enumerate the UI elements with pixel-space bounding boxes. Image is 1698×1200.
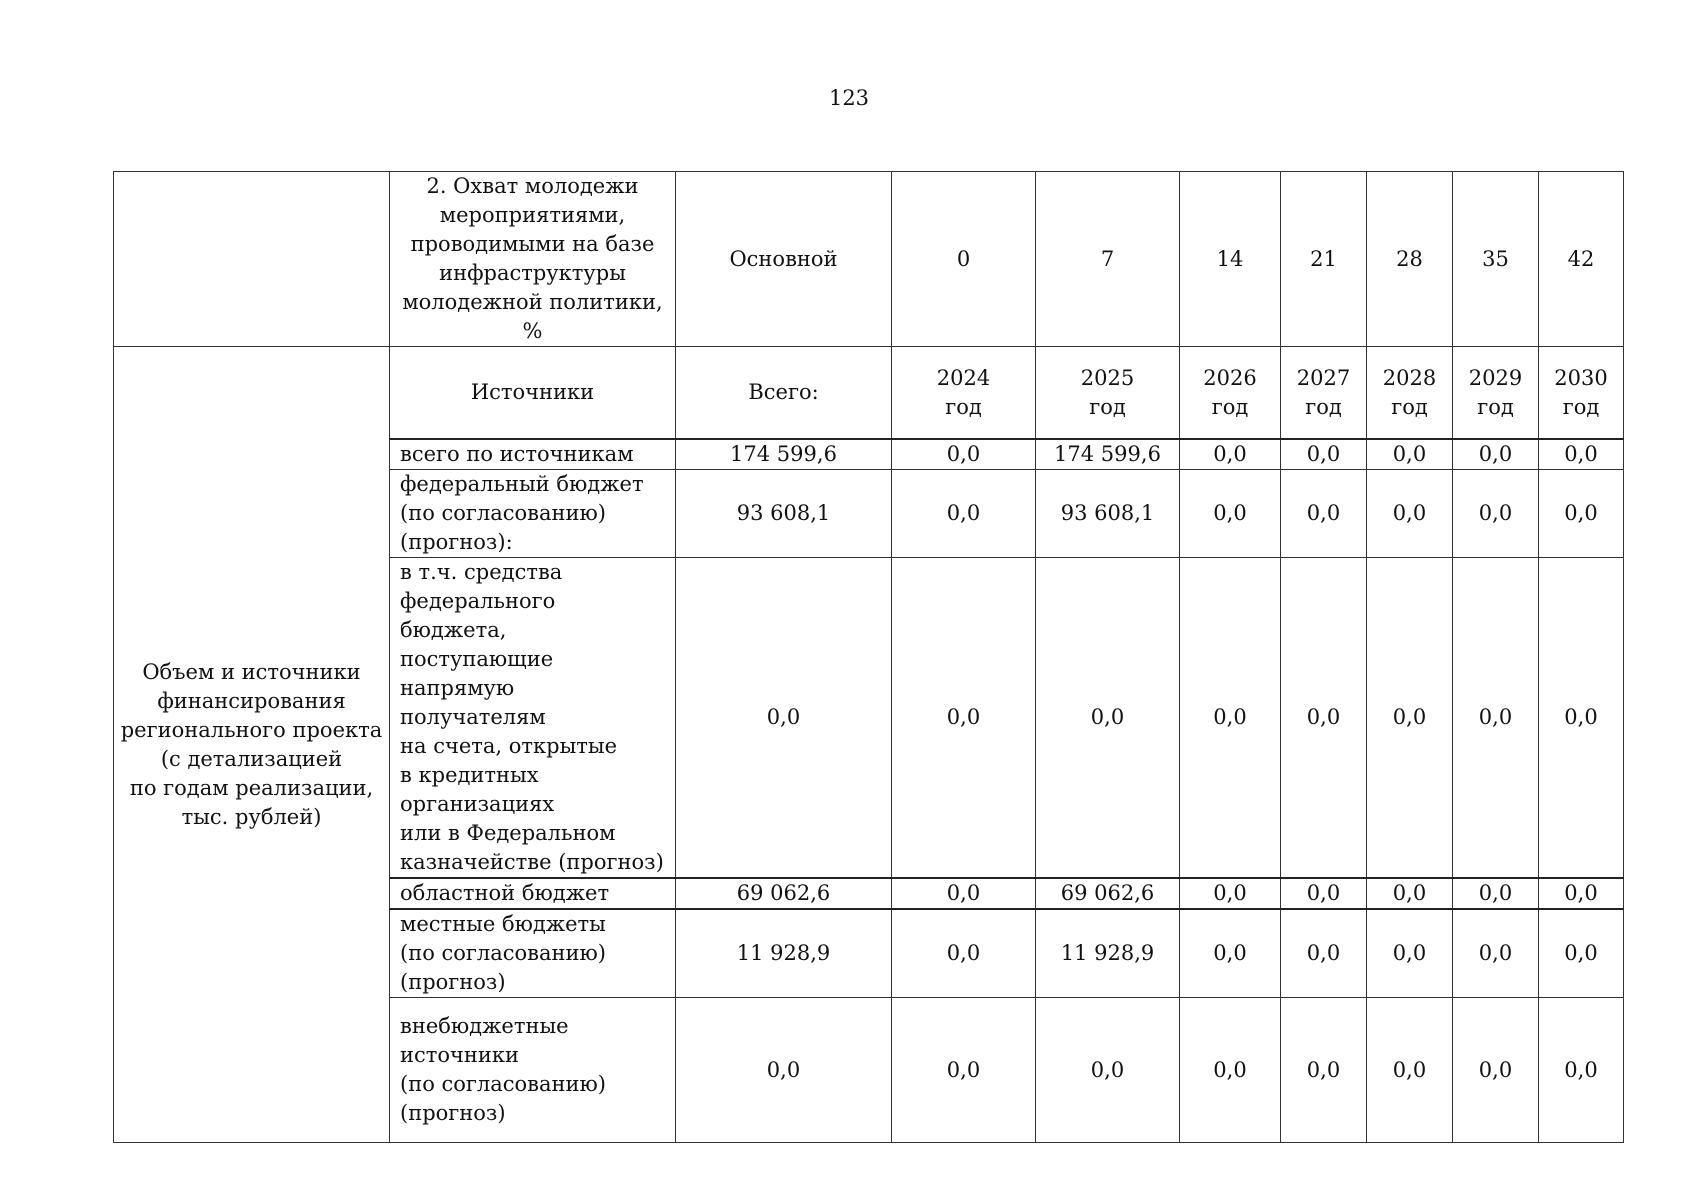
financing-table: [113, 171, 1624, 1143]
source-value: 0,0: [1539, 439, 1624, 470]
source-value: 0,0: [1453, 439, 1539, 470]
source-label: внебюджетные источники (по согласованию) (прогноз): [390, 998, 676, 1143]
indicator-name: 2. Охват молодежи мероприятиями, проводимыми на базе инфраструктуры молодежной политики, %: [390, 172, 676, 347]
source-value: 0,0: [1367, 998, 1453, 1143]
source-value: 0,0: [1453, 470, 1539, 558]
source-value: 0,0: [1180, 878, 1281, 909]
source-value: 93 608,1: [1036, 470, 1180, 558]
source-value: 0,0: [1180, 558, 1281, 879]
indicator-value: 42: [1539, 172, 1624, 347]
source-value: 0,0: [1367, 909, 1453, 998]
source-label: всего по источникам: [390, 439, 676, 470]
source-value: 0,0: [1453, 998, 1539, 1143]
source-value: 0,0: [1367, 470, 1453, 558]
indicator-value: 35: [1453, 172, 1539, 347]
source-value: 0,0: [1180, 909, 1281, 998]
source-value: 0,0: [1281, 558, 1367, 879]
source-value: 0,0: [1539, 909, 1624, 998]
source-value: 0,0: [1453, 558, 1539, 879]
source-value: 0,0: [1539, 470, 1624, 558]
year-header: 2027 год: [1281, 347, 1367, 440]
source-label: в т.ч. средства федерального бюджета, поступающие напрямую получателям на счета, открытые в кредитных организациях или в Федеральном казначействе (прогноз): [390, 558, 676, 879]
source-value: 11 928,9: [1036, 909, 1180, 998]
year-header: 2028 год: [1367, 347, 1453, 440]
year-header: 2025 год: [1036, 347, 1180, 440]
source-label: местные бюджеты (по согласованию) (прогноз): [390, 909, 676, 998]
source-value: 0,0: [1453, 909, 1539, 998]
source-value: 0,0: [892, 470, 1036, 558]
indicator-value: 14: [1180, 172, 1281, 347]
source-value: 0,0: [1539, 998, 1624, 1143]
total-header: Всего:: [676, 347, 892, 440]
source-value: 0,0: [1281, 470, 1367, 558]
indicator-row: [114, 172, 1624, 347]
year-header: 2026 год: [1180, 347, 1281, 440]
source-total: 174 599,6: [676, 439, 892, 470]
source-value: 0,0: [1180, 998, 1281, 1143]
source-value: 69 062,6: [1036, 878, 1180, 909]
source-value: 0,0: [892, 878, 1036, 909]
source-value: 0,0: [1539, 558, 1624, 879]
source-value: 0,0: [1367, 439, 1453, 470]
source-value: 0,0: [1180, 439, 1281, 470]
source-total: 0,0: [676, 558, 892, 879]
source-value: 174 599,6: [1036, 439, 1180, 470]
source-value: 0,0: [1036, 558, 1180, 879]
indicator-value: 0: [892, 172, 1036, 347]
source-value: 0,0: [1036, 998, 1180, 1143]
source-value: 0,0: [892, 998, 1036, 1143]
sources-header: Источники: [390, 347, 676, 440]
year-header: 2024 год: [892, 347, 1036, 440]
source-value: 0,0: [1281, 439, 1367, 470]
source-label: областной бюджет: [390, 878, 676, 909]
source-value: 0,0: [892, 439, 1036, 470]
source-value: 0,0: [1367, 878, 1453, 909]
source-value: 0,0: [892, 909, 1036, 998]
source-value: 0,0: [1180, 470, 1281, 558]
financing-header-row: [114, 347, 1624, 440]
indicator-value: 28: [1367, 172, 1453, 347]
page-number: 123: [828, 86, 870, 110]
source-value: 0,0: [1453, 878, 1539, 909]
indicator-value: 7: [1036, 172, 1180, 347]
source-total: 0,0: [676, 998, 892, 1143]
source-total: 93 608,1: [676, 470, 892, 558]
source-value: 0,0: [892, 558, 1036, 879]
financing-section-label: Объем и источники финансирования регионального проекта (с детализацией по годам реализации, тыс. рублей): [114, 347, 390, 1143]
source-value: 0,0: [1281, 878, 1367, 909]
source-label: федеральный бюджет (по согласованию) (прогноз):: [390, 470, 676, 558]
year-header: 2030 год: [1539, 347, 1624, 440]
year-header: 2029 год: [1453, 347, 1539, 440]
source-value: 0,0: [1367, 558, 1453, 879]
indicator-value: 21: [1281, 172, 1367, 347]
source-value: 0,0: [1281, 998, 1367, 1143]
source-value: 0,0: [1281, 909, 1367, 998]
source-value: 0,0: [1539, 878, 1624, 909]
source-total: 11 928,9: [676, 909, 892, 998]
empty-cell: [114, 172, 390, 347]
source-total: 69 062,6: [676, 878, 892, 909]
indicator-type: Основной: [676, 172, 892, 347]
